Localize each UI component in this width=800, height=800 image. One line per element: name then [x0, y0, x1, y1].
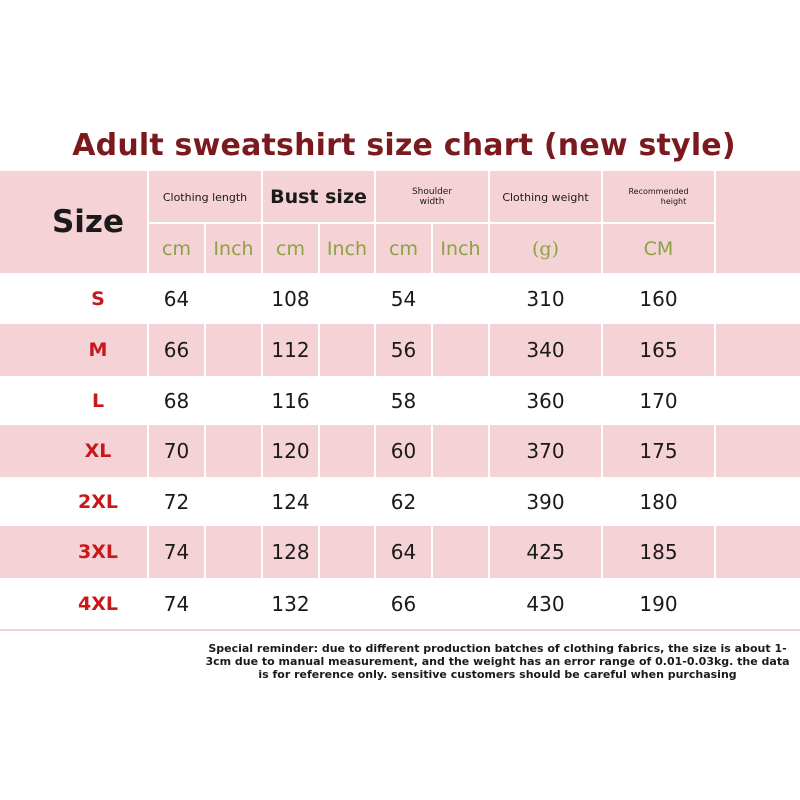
clothing-weight-header: Clothing weight	[502, 190, 589, 204]
length-cm-value: 74	[163, 540, 190, 564]
bust-cm-value: 132	[271, 591, 310, 616]
unit-cm-height: CM	[643, 237, 674, 260]
bust-size-header: Bust size	[270, 186, 367, 208]
size-label: S	[91, 287, 105, 310]
unit-inch: Inch	[213, 237, 254, 260]
shoulder-width-header	[376, 171, 488, 223]
height-value: 190	[639, 591, 678, 616]
bust-cm-value: 120	[271, 439, 310, 463]
bust-cm-value: 108	[271, 286, 310, 311]
height-value: 170	[639, 388, 678, 413]
weight-value: 430	[526, 591, 565, 616]
clothing-length-header: Clothing length	[162, 190, 248, 204]
shoulder-cm-value: 56	[390, 338, 417, 362]
length-cm-value: 74	[163, 591, 190, 616]
size-label: M	[88, 339, 108, 361]
size-label: L	[91, 389, 105, 412]
shoulder-cm-value: 64	[390, 540, 417, 564]
bust-cm-value: 124	[271, 489, 310, 514]
size-header: Size	[51, 204, 125, 240]
unit-inch: Inch	[440, 237, 481, 260]
shoulder-width-line2: width	[419, 197, 445, 207]
weight-value: 340	[526, 338, 565, 362]
shoulder-cm-value: 58	[390, 388, 417, 413]
recommended-height-header	[603, 171, 714, 223]
bust-cm-value: 112	[271, 338, 310, 362]
bust-cm-value: 116	[271, 388, 310, 413]
length-cm-value: 70	[163, 439, 190, 463]
size-label: 3XL	[78, 541, 118, 563]
recommended-height-line1: Recommended	[628, 187, 689, 196]
height-value: 160	[639, 286, 678, 311]
unit-inch: Inch	[326, 237, 368, 260]
length-cm-value: 64	[163, 286, 190, 311]
column-divider	[318, 223, 320, 631]
size-label: 2XL	[78, 490, 118, 513]
column-divider	[204, 223, 206, 631]
length-cm-value: 66	[163, 338, 190, 362]
weight-value: 360	[526, 388, 565, 413]
unit-cm: cm	[389, 237, 418, 260]
bust-cm-value: 128	[271, 540, 310, 564]
shoulder-cm-value: 66	[390, 591, 417, 616]
height-value: 175	[639, 439, 678, 463]
shoulder-cm-value: 60	[390, 439, 417, 463]
weight-value: 370	[526, 439, 565, 463]
weight-value: 425	[526, 540, 565, 564]
column-divider	[431, 223, 433, 631]
table-bottom-line	[0, 629, 800, 631]
special-reminder-note: Special reminder: due to different production batches of clothing fabrics, the size is about 1-3cm due to manual measurement, and the weight has an error range of 0.01-0.03kg. the data is for reference only. sensitive customers should be careful when purchasing	[205, 642, 790, 681]
shoulder-cm-value: 62	[390, 489, 417, 514]
size-table	[0, 171, 800, 631]
column-divider	[714, 171, 716, 631]
weight-value: 390	[526, 489, 565, 514]
weight-value: 310	[526, 286, 565, 311]
unit-cm: cm	[162, 237, 191, 260]
height-value: 180	[639, 489, 678, 514]
unit-cm: cm	[276, 237, 305, 260]
shoulder-cm-value: 54	[390, 286, 417, 311]
height-value: 165	[639, 338, 678, 362]
shoulder-width-line1: Shoulder	[411, 187, 453, 197]
chart-title: Adult sweatshirt size chart (new style)	[72, 128, 736, 163]
unit-grams: (g)	[532, 237, 559, 260]
size-label: XL	[84, 440, 112, 462]
length-cm-value: 72	[163, 489, 190, 514]
size-label: 4XL	[78, 592, 118, 615]
recommended-height-line2: height	[660, 197, 687, 206]
length-cm-value: 68	[163, 388, 190, 413]
height-value: 185	[639, 540, 678, 564]
